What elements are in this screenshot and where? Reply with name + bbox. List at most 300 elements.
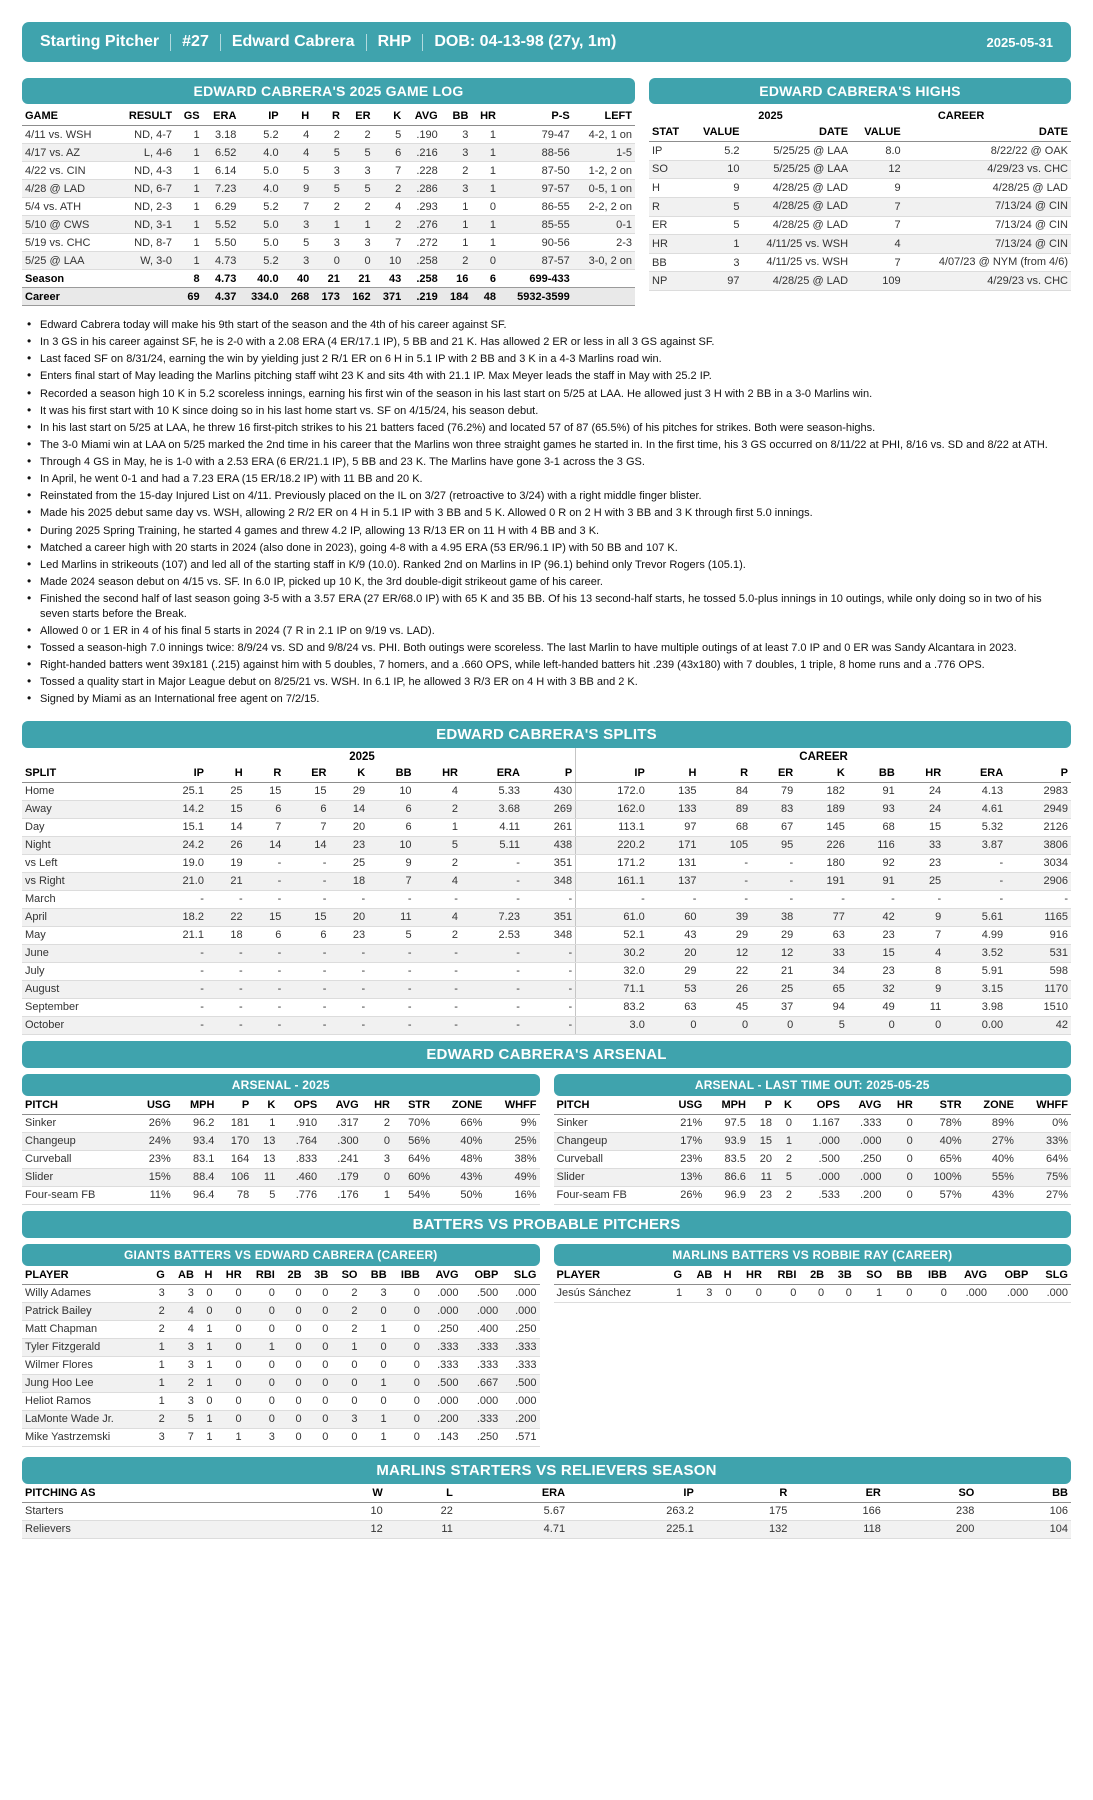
cell: 10 xyxy=(690,160,743,179)
cell: 21.0 xyxy=(149,872,207,890)
cell: 95 xyxy=(751,836,796,854)
cell: 33% xyxy=(1017,1132,1071,1150)
col-header-obp: OBP xyxy=(462,1266,502,1285)
cell: - xyxy=(461,872,523,890)
cell: 55% xyxy=(965,1168,1017,1186)
cell: 23 xyxy=(898,854,944,872)
cell: 4-2, 1 on xyxy=(573,126,635,144)
col-header-k: K xyxy=(775,1096,795,1115)
cell: - xyxy=(284,998,329,1016)
cell: 351 xyxy=(523,908,576,926)
cell: 4/22 vs. CIN xyxy=(22,162,113,180)
cell: 5/25 @ LAA xyxy=(22,252,113,270)
cell: 19.0 xyxy=(149,854,207,872)
list-item: • Last faced SF on 8/31/24, earning the win by yielding just 2 R/1 ER on 6 H in 5.1 IP with 2 BB and 3 K in a 4-3 Marlins road win. xyxy=(22,352,1071,367)
cell: 22 xyxy=(699,962,751,980)
cell: - xyxy=(523,980,576,998)
cell: Career xyxy=(22,288,113,306)
cell: 0 xyxy=(331,1392,360,1410)
col-header-er: ER xyxy=(790,1484,884,1503)
cell: 0 xyxy=(390,1374,423,1392)
cell: 5 xyxy=(775,1168,795,1186)
cell: SO xyxy=(649,160,690,179)
cell: 7 xyxy=(284,818,329,836)
cell: 2 xyxy=(331,1284,360,1302)
col-header-hr: HR xyxy=(362,1096,393,1115)
cell xyxy=(113,270,175,288)
col-header-2b: 2B xyxy=(278,1266,305,1285)
cell: .333 xyxy=(462,1356,502,1374)
cell: .000 xyxy=(462,1392,502,1410)
cell: 430 xyxy=(523,782,576,800)
cell: 5 xyxy=(343,180,374,198)
cell: 77 xyxy=(796,908,848,926)
cell: 182 xyxy=(796,782,848,800)
cell: 1 xyxy=(471,234,499,252)
cell: 3-0, 2 on xyxy=(573,252,635,270)
highs-group-blank xyxy=(649,107,690,123)
cell: 2 xyxy=(148,1410,167,1428)
col-header-ab: AB xyxy=(168,1266,197,1285)
cell: 171.2 xyxy=(576,854,648,872)
gamelog-highs-row xyxy=(22,78,1071,306)
splits-group-2025: 2025 xyxy=(349,750,375,763)
marlins-batters-header-row xyxy=(554,1266,1072,1285)
cell: 10 xyxy=(368,836,414,854)
list-item: • Tossed a quality start in Major League debut on 8/25/21 vs. WSH. In 6.1 IP, he allowed 3 R/3 ER on 4 H with 3 BB and 2 K. xyxy=(22,675,1071,690)
col-header-str: STR xyxy=(916,1096,965,1115)
list-item: • In his last start on 5/25 at LAA, he threw 16 first-pitch strikes to his 21 batters faced (76.2%) and located 57 of 87 (65.5%) of his pitches for strikes. Both were season-highs. xyxy=(22,421,1071,436)
col-header-left: LEFT xyxy=(573,107,635,126)
giants-batters-body xyxy=(22,1284,540,1446)
col-header-r: R xyxy=(246,764,285,783)
cell: 351 xyxy=(523,854,576,872)
col-header-g: G xyxy=(665,1266,685,1285)
cell: .333 xyxy=(462,1338,502,1356)
cell: - xyxy=(576,890,648,908)
cell: 9 xyxy=(368,854,414,872)
cell: 2 xyxy=(168,1374,197,1392)
cell: - xyxy=(207,998,246,1016)
cell: 1 xyxy=(175,180,203,198)
cell: 43% xyxy=(965,1186,1017,1204)
cell: 37 xyxy=(751,998,796,1016)
cell: - xyxy=(368,944,414,962)
col-header-value: VALUE xyxy=(851,123,904,142)
cell: - xyxy=(461,1016,523,1034)
cell: .333 xyxy=(501,1356,539,1374)
cell: 27% xyxy=(1017,1186,1071,1204)
cell: 1 xyxy=(197,1356,216,1374)
table-row xyxy=(554,1150,1072,1168)
cell: 1510 xyxy=(1006,998,1071,1016)
cell: 0 xyxy=(362,1132,393,1150)
splits-table xyxy=(22,748,1071,1035)
cell: 23% xyxy=(131,1150,174,1168)
cell: 1 xyxy=(148,1338,167,1356)
cell: 15 xyxy=(246,908,285,926)
cell: .833 xyxy=(278,1150,320,1168)
cell: .571 xyxy=(501,1428,539,1446)
cell: 93 xyxy=(848,800,898,818)
col-header-slg: SLG xyxy=(501,1266,539,1285)
col-header-hr: HR xyxy=(884,1096,915,1115)
gamelog-header-row xyxy=(22,107,635,126)
cell: 4.0 xyxy=(239,180,281,198)
cell: 3 xyxy=(343,234,374,252)
col-header-avg: AVG xyxy=(320,1096,362,1115)
cell: 1 xyxy=(362,1186,393,1204)
cell: 438 xyxy=(523,836,576,854)
cell: 60% xyxy=(393,1168,433,1186)
cell: 16 xyxy=(441,270,472,288)
cell: 1.167 xyxy=(795,1114,843,1132)
cell: 226 xyxy=(796,836,848,854)
col-header-er: ER xyxy=(284,764,329,783)
cell: ND, 8-7 xyxy=(113,234,175,252)
cell: 0 xyxy=(648,1016,700,1034)
splits-group-blank xyxy=(22,748,149,764)
cell: 1 xyxy=(148,1356,167,1374)
highs-body xyxy=(649,142,1071,291)
cell: 4/28/25 @ LAD xyxy=(743,197,852,216)
cell: 3 xyxy=(148,1428,167,1446)
cell: .276 xyxy=(404,216,441,234)
cell: 68 xyxy=(848,818,898,836)
cell: 0 xyxy=(278,1428,305,1446)
cell: Changeup xyxy=(554,1132,663,1150)
cell: 86.6 xyxy=(705,1168,749,1186)
cell: 9 xyxy=(898,980,944,998)
cell: Season xyxy=(22,270,113,288)
cell: 118 xyxy=(790,1520,884,1538)
cell: 14 xyxy=(246,836,285,854)
splits-group-career: CAREER xyxy=(576,748,1071,764)
cell: 3 xyxy=(690,253,743,272)
cell: 5.33 xyxy=(461,782,523,800)
cell: 21 xyxy=(207,872,246,890)
cell: 0 xyxy=(305,1356,332,1374)
cell: 9 xyxy=(898,908,944,926)
cell: 4/11 vs. WSH xyxy=(22,126,113,144)
table-row xyxy=(22,216,635,234)
table-row xyxy=(22,1374,540,1392)
cell: 116 xyxy=(848,836,898,854)
table-row xyxy=(22,1410,540,1428)
cell: 11 xyxy=(386,1520,456,1538)
cell: 1 xyxy=(197,1410,216,1428)
cell: 1 xyxy=(471,162,499,180)
cell: 6 xyxy=(284,800,329,818)
cell: .000 xyxy=(462,1302,502,1320)
cell: - xyxy=(149,980,207,998)
cell: 43% xyxy=(433,1168,485,1186)
cell: 24 xyxy=(898,782,944,800)
cell: 48% xyxy=(433,1150,485,1168)
cell: .190 xyxy=(404,126,441,144)
starters-relievers-header-row xyxy=(22,1484,1071,1503)
col-header-player: PLAYER xyxy=(22,1266,148,1285)
cell: 4 xyxy=(415,782,461,800)
cell: March xyxy=(22,890,149,908)
cell: 0 xyxy=(305,1284,332,1302)
cell: 5 xyxy=(343,144,374,162)
cell: - xyxy=(461,980,523,998)
cell: 1 xyxy=(855,1284,885,1302)
cell: - xyxy=(246,998,285,1016)
giants-batters-section xyxy=(22,1244,540,1447)
cell: .000 xyxy=(843,1132,885,1150)
cell: 9 xyxy=(851,179,904,198)
player-number: #27 xyxy=(182,33,209,50)
cell: 161.1 xyxy=(576,872,648,890)
cell: 184 xyxy=(441,288,472,306)
cell: 5 xyxy=(312,180,343,198)
cell: - xyxy=(796,890,848,908)
cell: 85-55 xyxy=(499,216,573,234)
cell: 5 xyxy=(282,234,313,252)
cell: .460 xyxy=(278,1168,320,1186)
table-row xyxy=(22,872,1071,890)
cell: - xyxy=(246,980,285,998)
cell: 2-3 xyxy=(573,234,635,252)
cell: - xyxy=(523,1016,576,1034)
table-row xyxy=(649,253,1071,272)
cell: April xyxy=(22,908,149,926)
cell: Changeup xyxy=(22,1132,131,1150)
cell: 0 xyxy=(278,1374,305,1392)
cell: W, 3-0 xyxy=(113,252,175,270)
table-row xyxy=(22,1284,540,1302)
cell: 83 xyxy=(751,800,796,818)
cell: 26% xyxy=(131,1114,174,1132)
cell: 4/07/23 @ NYM (from 4/6) xyxy=(904,253,1071,272)
col-header-r: R xyxy=(697,1484,791,1503)
cell: 0 xyxy=(799,1284,827,1302)
cell: 33 xyxy=(796,944,848,962)
cell: 0 xyxy=(884,1168,915,1186)
col-header-bb: BB xyxy=(368,764,414,783)
cell: 3 xyxy=(282,252,313,270)
cell: - xyxy=(284,944,329,962)
cell: 3 xyxy=(168,1392,197,1410)
cell: .216 xyxy=(404,144,441,162)
cell: 50% xyxy=(433,1186,485,1204)
cell: - xyxy=(246,944,285,962)
cell: 96.2 xyxy=(174,1114,218,1132)
cell: 5/4 vs. ATH xyxy=(22,198,113,216)
cell: 5/25/25 @ LAA xyxy=(743,160,852,179)
cell: 166 xyxy=(790,1502,884,1520)
cell: 43 xyxy=(374,270,405,288)
cell: 0 xyxy=(390,1392,423,1410)
table-row xyxy=(554,1168,1072,1186)
cell: 0 xyxy=(471,198,499,216)
cell: 1165 xyxy=(1006,908,1071,926)
table-row xyxy=(554,1114,1072,1132)
table-row xyxy=(22,962,1071,980)
cell: 0 xyxy=(390,1410,423,1428)
cell: 21 xyxy=(751,962,796,980)
col-header-bb: BB xyxy=(848,764,898,783)
cell: 100% xyxy=(916,1168,965,1186)
cell: 54% xyxy=(393,1186,433,1204)
table-row xyxy=(22,1520,1071,1538)
cell: 5.2 xyxy=(239,126,281,144)
cell: .200 xyxy=(423,1410,462,1428)
cell: 1 xyxy=(441,234,472,252)
cell: 7.23 xyxy=(203,180,240,198)
cell: 7.23 xyxy=(461,908,523,926)
cell: 14 xyxy=(284,836,329,854)
cell: 0 xyxy=(699,1016,751,1034)
cell: 0 xyxy=(278,1284,305,1302)
col-header-date: DATE xyxy=(743,123,852,142)
starters-relievers-title: MARLINS STARTERS VS RELIEVERS SEASON xyxy=(22,1457,1071,1484)
cell: 180 xyxy=(796,854,848,872)
cell: .000 xyxy=(843,1168,885,1186)
player-header-info xyxy=(40,33,627,51)
cell: - xyxy=(751,854,796,872)
col-header-game: GAME xyxy=(22,107,113,126)
highs-group-2025: 2025 xyxy=(758,110,783,122)
cell: 3 xyxy=(441,180,472,198)
cell: 3 xyxy=(282,216,313,234)
cell: 2.53 xyxy=(461,926,523,944)
cell: 26% xyxy=(663,1186,706,1204)
cell: 105 xyxy=(699,836,751,854)
arsenal-last-header-row xyxy=(554,1096,1072,1115)
col-header-whff: WHFF xyxy=(1017,1096,1071,1115)
giants-batters-table xyxy=(22,1266,540,1447)
table-row xyxy=(22,1320,540,1338)
cell: 1 xyxy=(415,818,461,836)
cell: 1 xyxy=(197,1374,216,1392)
cell: 7 xyxy=(851,253,904,272)
cell: 0 xyxy=(390,1302,423,1320)
cell: 0 xyxy=(305,1320,332,1338)
cell: - xyxy=(284,962,329,980)
table-row xyxy=(649,160,1071,179)
cell: 40% xyxy=(433,1132,485,1150)
col-header-h: H xyxy=(207,764,246,783)
cell: Mike Yastrzemski xyxy=(22,1428,148,1446)
table-total-row xyxy=(22,270,635,288)
cell: .258 xyxy=(404,252,441,270)
cell: 4/17 vs. AZ xyxy=(22,144,113,162)
col-header-result: RESULT xyxy=(113,107,175,126)
cell: - xyxy=(284,872,329,890)
cell: 78 xyxy=(217,1186,252,1204)
cell: 9 xyxy=(690,179,743,198)
table-row xyxy=(22,908,1071,926)
cell: .241 xyxy=(320,1150,362,1168)
cell: Jung Hoo Lee xyxy=(22,1374,148,1392)
cell: 4.11 xyxy=(461,818,523,836)
cell: 65% xyxy=(916,1150,965,1168)
cell: 0 xyxy=(915,1284,950,1302)
col-header-k: K xyxy=(796,764,848,783)
cell: 3.68 xyxy=(461,800,523,818)
col-header-era: ERA xyxy=(461,764,523,783)
cell: - xyxy=(149,944,207,962)
cell: - xyxy=(944,890,1006,908)
cell: .179 xyxy=(320,1168,362,1186)
cell: 34 xyxy=(796,962,848,980)
col-header-l: L xyxy=(386,1484,456,1503)
cell: Slider xyxy=(554,1168,663,1186)
cell: - xyxy=(461,962,523,980)
cell: .000 xyxy=(423,1302,462,1320)
cell: 2 xyxy=(312,198,343,216)
col-header-obp: OBP xyxy=(990,1266,1031,1285)
cell: July xyxy=(22,962,149,980)
cell: 0 xyxy=(278,1338,305,1356)
cell: - xyxy=(699,854,751,872)
cell: - xyxy=(415,944,461,962)
cell: BB xyxy=(649,253,690,272)
cell: - xyxy=(944,854,1006,872)
cell: Curveball xyxy=(22,1150,131,1168)
cell: 0 xyxy=(751,1016,796,1034)
table-row xyxy=(22,818,1071,836)
cell: - xyxy=(329,962,368,980)
cell: 6 xyxy=(471,270,499,288)
cell: - xyxy=(415,998,461,1016)
col-header-k: K xyxy=(374,107,405,126)
cell: Willy Adames xyxy=(22,1284,148,1302)
list-item: • During 2025 Spring Training, he started 4 games and threw 4.2 IP, allowing 13 R/13 ER on 11 H with 4 BB and 3 K. xyxy=(22,524,1071,539)
cell: 29 xyxy=(329,782,368,800)
cell: 348 xyxy=(523,926,576,944)
list-item: • Made 2024 season debut on 4/15 vs. SF. In 6.0 IP, picked up 10 K, the 3rd double-digit strikeout game of his career. xyxy=(22,575,1071,590)
cell: 14.2 xyxy=(149,800,207,818)
list-item: • Through 4 GS in May, he is 1-0 with a 2.53 ERA (6 ER/21.1 IP), 5 BB and 23 K. The Marlins have gone 3-1 across the 3 GS. xyxy=(22,455,1071,470)
cell: 5 xyxy=(690,197,743,216)
cell: 24% xyxy=(131,1132,174,1150)
cell: 12 xyxy=(851,160,904,179)
cell: 0 xyxy=(215,1320,244,1338)
cell: 0 xyxy=(245,1356,278,1374)
table-row xyxy=(22,926,1071,944)
cell: 49 xyxy=(848,998,898,1016)
col-header-era: ERA xyxy=(944,764,1006,783)
cell: .500 xyxy=(501,1374,539,1392)
cell: 0 xyxy=(360,1338,389,1356)
cell: 5.2 xyxy=(690,142,743,161)
col-header-w: W xyxy=(316,1484,386,1503)
marlins-batters-section xyxy=(554,1244,1072,1303)
cell: 1 xyxy=(331,1338,360,1356)
cell: - xyxy=(523,944,576,962)
cell: 0 xyxy=(715,1284,734,1302)
cell: 5 xyxy=(282,162,313,180)
cell: 135 xyxy=(648,782,700,800)
cell: .000 xyxy=(795,1168,843,1186)
cell: - xyxy=(848,890,898,908)
cell: 33 xyxy=(898,836,944,854)
cell: 1 xyxy=(471,144,499,162)
col-header-hr: HR xyxy=(215,1266,244,1285)
cell: 3 xyxy=(441,144,472,162)
cell: 89 xyxy=(699,800,751,818)
cell: 3 xyxy=(362,1150,393,1168)
cell: 5 xyxy=(312,144,343,162)
cell: 1 xyxy=(471,126,499,144)
cell: 63 xyxy=(796,926,848,944)
cell: .000 xyxy=(423,1284,462,1302)
cell: 2906 xyxy=(1006,872,1071,890)
